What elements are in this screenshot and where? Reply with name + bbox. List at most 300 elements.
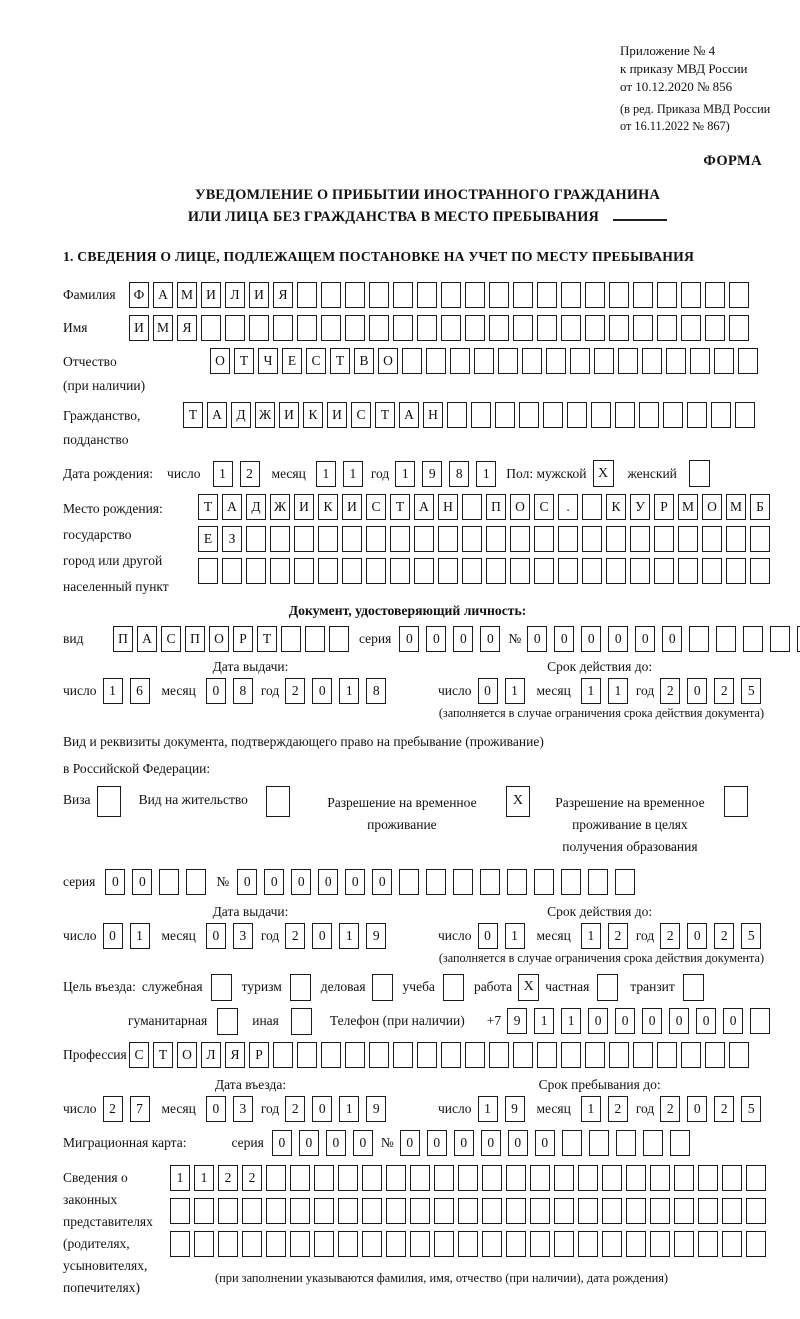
char-cell[interactable]: 3 <box>233 923 253 949</box>
purpose-turizm-checkbox[interactable] <box>290 974 311 1001</box>
char-cell[interactable] <box>698 1198 718 1224</box>
char-cell[interactable] <box>362 1231 382 1257</box>
char-cell[interactable] <box>489 282 509 308</box>
char-cell[interactable]: С <box>161 626 181 652</box>
char-cell[interactable] <box>465 1042 485 1068</box>
char-cell[interactable]: Т <box>153 1042 173 1068</box>
char-cell[interactable]: 0 <box>635 626 655 652</box>
char-cell[interactable] <box>498 348 518 374</box>
char-cell[interactable] <box>705 282 725 308</box>
char-cell[interactable] <box>390 526 410 552</box>
char-cell[interactable] <box>729 315 749 341</box>
char-cell[interactable]: 1 <box>170 1165 190 1191</box>
char-cell[interactable] <box>534 526 554 552</box>
char-cell[interactable] <box>585 315 605 341</box>
char-cell[interactable] <box>561 1042 581 1068</box>
char-cell[interactable]: 0 <box>291 869 311 895</box>
char-cell[interactable] <box>438 558 458 584</box>
char-cell[interactable]: П <box>486 494 506 520</box>
char-cell[interactable]: 8 <box>449 461 469 487</box>
char-cell[interactable] <box>338 1231 358 1257</box>
char-cell[interactable]: 3 <box>233 1096 253 1122</box>
char-cell[interactable]: 1 <box>395 461 415 487</box>
char-cell[interactable]: 0 <box>326 1130 346 1156</box>
char-cell[interactable]: О <box>378 348 398 374</box>
char-cell[interactable] <box>426 869 446 895</box>
char-cell[interactable] <box>654 558 674 584</box>
char-cell[interactable]: 0 <box>400 1130 420 1156</box>
char-cell[interactable] <box>198 558 218 584</box>
purpose-tranzit-checkbox[interactable] <box>683 974 704 1001</box>
char-cell[interactable]: 6 <box>130 678 150 704</box>
char-cell[interactable]: И <box>279 402 299 428</box>
char-cell[interactable]: 0 <box>353 1130 373 1156</box>
char-cell[interactable] <box>618 348 638 374</box>
char-cell[interactable] <box>218 1198 238 1224</box>
char-cell[interactable] <box>482 1198 502 1224</box>
char-cell[interactable] <box>345 315 365 341</box>
char-cell[interactable] <box>722 1165 742 1191</box>
char-cell[interactable] <box>441 1042 461 1068</box>
char-cell[interactable] <box>561 315 581 341</box>
char-cell[interactable] <box>362 1165 382 1191</box>
char-cell[interactable] <box>630 526 650 552</box>
char-cell[interactable] <box>270 526 290 552</box>
char-cell[interactable]: 0 <box>453 626 473 652</box>
char-cell[interactable] <box>746 1231 766 1257</box>
char-cell[interactable] <box>242 1231 262 1257</box>
char-cell[interactable] <box>522 348 542 374</box>
char-cell[interactable] <box>321 282 341 308</box>
temp-residence-checkbox[interactable]: X <box>506 786 530 817</box>
char-cell[interactable]: 0 <box>615 1008 635 1034</box>
visa-checkbox[interactable] <box>97 786 121 817</box>
char-cell[interactable] <box>194 1198 214 1224</box>
char-cell[interactable]: К <box>606 494 626 520</box>
char-cell[interactable] <box>249 315 269 341</box>
char-cell[interactable]: 8 <box>366 678 386 704</box>
char-cell[interactable] <box>678 558 698 584</box>
char-cell[interactable]: 2 <box>103 1096 123 1122</box>
char-cell[interactable]: 2 <box>240 461 260 487</box>
char-cell[interactable] <box>702 526 722 552</box>
char-cell[interactable] <box>537 315 557 341</box>
char-cell[interactable]: А <box>222 494 242 520</box>
char-cell[interactable]: 1 <box>581 923 601 949</box>
char-cell[interactable]: Д <box>246 494 266 520</box>
purpose-gumanitarnaya-checkbox[interactable] <box>217 1008 238 1035</box>
char-cell[interactable]: 0 <box>454 1130 474 1156</box>
char-cell[interactable] <box>513 1042 533 1068</box>
char-cell[interactable] <box>390 558 410 584</box>
char-cell[interactable] <box>558 526 578 552</box>
char-cell[interactable]: И <box>327 402 347 428</box>
char-cell[interactable] <box>643 1130 663 1156</box>
char-cell[interactable] <box>194 1231 214 1257</box>
purpose-chastnaya-checkbox[interactable] <box>597 974 618 1001</box>
char-cell[interactable] <box>417 1042 437 1068</box>
char-cell[interactable] <box>657 1042 677 1068</box>
char-cell[interactable] <box>615 402 635 428</box>
char-cell[interactable]: 7 <box>130 1096 150 1122</box>
char-cell[interactable]: 0 <box>478 923 498 949</box>
char-cell[interactable]: 0 <box>527 626 547 652</box>
char-cell[interactable] <box>393 282 413 308</box>
char-cell[interactable] <box>746 1165 766 1191</box>
char-cell[interactable]: И <box>249 282 269 308</box>
char-cell[interactable]: С <box>129 1042 149 1068</box>
char-cell[interactable]: 0 <box>669 1008 689 1034</box>
char-cell[interactable] <box>606 526 626 552</box>
char-cell[interactable] <box>222 558 242 584</box>
char-cell[interactable] <box>570 348 590 374</box>
char-cell[interactable] <box>506 1198 526 1224</box>
char-cell[interactable] <box>486 526 506 552</box>
char-cell[interactable] <box>290 1198 310 1224</box>
char-cell[interactable]: Л <box>225 282 245 308</box>
char-cell[interactable]: 1 <box>505 923 525 949</box>
sex-female-checkbox[interactable] <box>689 460 710 487</box>
char-cell[interactable]: 2 <box>714 678 734 704</box>
char-cell[interactable]: 0 <box>237 869 257 895</box>
char-cell[interactable]: К <box>318 494 338 520</box>
char-cell[interactable]: 2 <box>660 923 680 949</box>
char-cell[interactable]: Я <box>273 282 293 308</box>
char-cell[interactable]: Б <box>750 494 770 520</box>
char-cell[interactable]: 1 <box>561 1008 581 1034</box>
char-cell[interactable] <box>410 1231 430 1257</box>
char-cell[interactable]: 0 <box>723 1008 743 1034</box>
char-cell[interactable]: 0 <box>318 869 338 895</box>
char-cell[interactable]: 0 <box>103 923 123 949</box>
char-cell[interactable] <box>321 315 341 341</box>
char-cell[interactable] <box>537 1042 557 1068</box>
char-cell[interactable] <box>329 626 349 652</box>
char-cell[interactable]: П <box>113 626 133 652</box>
char-cell[interactable] <box>750 1008 770 1034</box>
char-cell[interactable]: 2 <box>285 678 305 704</box>
char-cell[interactable] <box>482 1165 502 1191</box>
char-cell[interactable]: Ж <box>270 494 290 520</box>
char-cell[interactable] <box>170 1231 190 1257</box>
char-cell[interactable] <box>305 626 325 652</box>
char-cell[interactable] <box>426 348 446 374</box>
char-cell[interactable]: М <box>153 315 173 341</box>
char-cell[interactable] <box>562 1130 582 1156</box>
char-cell[interactable]: О <box>177 1042 197 1068</box>
char-cell[interactable] <box>626 1198 646 1224</box>
char-cell[interactable]: 0 <box>662 626 682 652</box>
char-cell[interactable]: С <box>351 402 371 428</box>
char-cell[interactable] <box>615 869 635 895</box>
char-cell[interactable]: Ж <box>255 402 275 428</box>
purpose-ucheba-checkbox[interactable] <box>443 974 464 1001</box>
char-cell[interactable] <box>639 402 659 428</box>
char-cell[interactable]: 1 <box>339 678 359 704</box>
char-cell[interactable]: 0 <box>588 1008 608 1034</box>
char-cell[interactable] <box>417 282 437 308</box>
temp-residence-edu-checkbox[interactable] <box>724 786 748 817</box>
char-cell[interactable]: Л <box>201 1042 221 1068</box>
char-cell[interactable]: 0 <box>554 626 574 652</box>
char-cell[interactable]: Н <box>438 494 458 520</box>
char-cell[interactable] <box>474 348 494 374</box>
char-cell[interactable]: 0 <box>105 869 125 895</box>
char-cell[interactable] <box>345 282 365 308</box>
char-cell[interactable]: 0 <box>299 1130 319 1156</box>
char-cell[interactable] <box>246 558 266 584</box>
char-cell[interactable] <box>729 282 749 308</box>
char-cell[interactable] <box>591 402 611 428</box>
char-cell[interactable] <box>186 869 206 895</box>
char-cell[interactable] <box>462 494 482 520</box>
char-cell[interactable] <box>633 1042 653 1068</box>
char-cell[interactable]: У <box>630 494 650 520</box>
char-cell[interactable] <box>609 315 629 341</box>
char-cell[interactable]: 2 <box>608 1096 628 1122</box>
char-cell[interactable] <box>462 526 482 552</box>
char-cell[interactable]: А <box>399 402 419 428</box>
char-cell[interactable]: И <box>294 494 314 520</box>
char-cell[interactable]: 0 <box>535 1130 555 1156</box>
char-cell[interactable]: 0 <box>687 923 707 949</box>
char-cell[interactable] <box>338 1165 358 1191</box>
char-cell[interactable] <box>386 1198 406 1224</box>
char-cell[interactable] <box>281 626 301 652</box>
char-cell[interactable] <box>698 1231 718 1257</box>
char-cell[interactable] <box>465 282 485 308</box>
char-cell[interactable] <box>594 348 614 374</box>
char-cell[interactable] <box>654 526 674 552</box>
char-cell[interactable] <box>314 1231 334 1257</box>
char-cell[interactable]: Н <box>423 402 443 428</box>
char-cell[interactable] <box>681 1042 701 1068</box>
char-cell[interactable] <box>399 869 419 895</box>
char-cell[interactable]: Ч <box>258 348 278 374</box>
char-cell[interactable]: Е <box>198 526 218 552</box>
char-cell[interactable] <box>602 1165 622 1191</box>
char-cell[interactable]: А <box>153 282 173 308</box>
char-cell[interactable]: 9 <box>366 1096 386 1122</box>
char-cell[interactable]: 1 <box>339 1096 359 1122</box>
char-cell[interactable] <box>561 282 581 308</box>
char-cell[interactable] <box>342 526 362 552</box>
char-cell[interactable] <box>513 282 533 308</box>
char-cell[interactable]: 0 <box>426 626 446 652</box>
char-cell[interactable] <box>689 626 709 652</box>
char-cell[interactable]: К <box>303 402 323 428</box>
char-cell[interactable]: И <box>129 315 149 341</box>
char-cell[interactable]: 0 <box>687 1096 707 1122</box>
char-cell[interactable] <box>578 1231 598 1257</box>
char-cell[interactable] <box>609 282 629 308</box>
char-cell[interactable] <box>585 282 605 308</box>
char-cell[interactable]: 1 <box>476 461 496 487</box>
char-cell[interactable]: 0 <box>581 626 601 652</box>
char-cell[interactable] <box>657 282 677 308</box>
char-cell[interactable]: Т <box>183 402 203 428</box>
char-cell[interactable]: 2 <box>608 923 628 949</box>
char-cell[interactable]: 1 <box>534 1008 554 1034</box>
char-cell[interactable]: 0 <box>206 678 226 704</box>
char-cell[interactable] <box>369 282 389 308</box>
char-cell[interactable]: Р <box>249 1042 269 1068</box>
char-cell[interactable]: А <box>137 626 157 652</box>
char-cell[interactable]: С <box>366 494 386 520</box>
char-cell[interactable] <box>506 1231 526 1257</box>
char-cell[interactable]: 1 <box>130 923 150 949</box>
char-cell[interactable] <box>711 402 731 428</box>
char-cell[interactable]: П <box>185 626 205 652</box>
char-cell[interactable]: 9 <box>366 923 386 949</box>
char-cell[interactable]: 2 <box>242 1165 262 1191</box>
char-cell[interactable]: 1 <box>505 678 525 704</box>
char-cell[interactable]: 5 <box>741 1096 761 1122</box>
char-cell[interactable] <box>434 1198 454 1224</box>
char-cell[interactable] <box>345 1042 365 1068</box>
char-cell[interactable] <box>674 1198 694 1224</box>
char-cell[interactable] <box>366 558 386 584</box>
char-cell[interactable] <box>441 282 461 308</box>
char-cell[interactable]: 2 <box>285 1096 305 1122</box>
char-cell[interactable] <box>480 869 500 895</box>
char-cell[interactable]: Я <box>177 315 197 341</box>
char-cell[interactable]: 1 <box>581 678 601 704</box>
char-cell[interactable] <box>414 526 434 552</box>
char-cell[interactable]: 0 <box>132 869 152 895</box>
char-cell[interactable] <box>626 1231 646 1257</box>
char-cell[interactable] <box>687 402 707 428</box>
char-cell[interactable]: И <box>201 282 221 308</box>
char-cell[interactable]: 0 <box>687 678 707 704</box>
char-cell[interactable]: 0 <box>478 678 498 704</box>
char-cell[interactable]: Т <box>330 348 350 374</box>
char-cell[interactable] <box>630 558 650 584</box>
char-cell[interactable] <box>743 626 763 652</box>
purpose-delovaya-checkbox[interactable] <box>372 974 393 1001</box>
char-cell[interactable] <box>530 1165 550 1191</box>
char-cell[interactable] <box>417 315 437 341</box>
char-cell[interactable]: 0 <box>608 626 628 652</box>
char-cell[interactable] <box>386 1231 406 1257</box>
char-cell[interactable]: 2 <box>714 923 734 949</box>
char-cell[interactable] <box>670 1130 690 1156</box>
char-cell[interactable] <box>722 1198 742 1224</box>
char-cell[interactable] <box>434 1231 454 1257</box>
char-cell[interactable] <box>582 526 602 552</box>
char-cell[interactable] <box>290 1231 310 1257</box>
char-cell[interactable]: 1 <box>103 678 123 704</box>
char-cell[interactable] <box>735 402 755 428</box>
char-cell[interactable] <box>666 348 686 374</box>
char-cell[interactable] <box>159 869 179 895</box>
char-cell[interactable]: 0 <box>508 1130 528 1156</box>
char-cell[interactable] <box>450 348 470 374</box>
char-cell[interactable]: М <box>678 494 698 520</box>
char-cell[interactable] <box>674 1231 694 1257</box>
char-cell[interactable]: 0 <box>206 923 226 949</box>
char-cell[interactable] <box>543 402 563 428</box>
char-cell[interactable] <box>534 558 554 584</box>
char-cell[interactable] <box>495 402 515 428</box>
char-cell[interactable] <box>471 402 491 428</box>
char-cell[interactable] <box>554 1165 574 1191</box>
char-cell[interactable]: 0 <box>264 869 284 895</box>
char-cell[interactable]: 2 <box>660 678 680 704</box>
char-cell[interactable] <box>678 526 698 552</box>
char-cell[interactable]: 8 <box>233 678 253 704</box>
char-cell[interactable]: 1 <box>339 923 359 949</box>
char-cell[interactable]: В <box>354 348 374 374</box>
char-cell[interactable]: Т <box>375 402 395 428</box>
char-cell[interactable] <box>534 869 554 895</box>
char-cell[interactable] <box>681 282 701 308</box>
char-cell[interactable] <box>458 1165 478 1191</box>
char-cell[interactable]: 2 <box>218 1165 238 1191</box>
char-cell[interactable] <box>270 558 290 584</box>
char-cell[interactable]: 0 <box>345 869 365 895</box>
purpose-sluzhebnaya-checkbox[interactable] <box>211 974 232 1001</box>
char-cell[interactable]: Д <box>231 402 251 428</box>
char-cell[interactable] <box>589 1130 609 1156</box>
char-cell[interactable] <box>663 402 683 428</box>
char-cell[interactable]: 9 <box>505 1096 525 1122</box>
char-cell[interactable]: 0 <box>642 1008 662 1034</box>
char-cell[interactable] <box>366 526 386 552</box>
purpose-inaya-checkbox[interactable] <box>291 1008 312 1035</box>
char-cell[interactable]: О <box>209 626 229 652</box>
char-cell[interactable] <box>462 558 482 584</box>
char-cell[interactable] <box>414 558 434 584</box>
char-cell[interactable] <box>338 1198 358 1224</box>
char-cell[interactable] <box>588 869 608 895</box>
char-cell[interactable] <box>650 1231 670 1257</box>
char-cell[interactable] <box>447 402 467 428</box>
char-cell[interactable]: 0 <box>481 1130 501 1156</box>
char-cell[interactable] <box>650 1165 670 1191</box>
char-cell[interactable] <box>578 1198 598 1224</box>
char-cell[interactable]: 0 <box>206 1096 226 1122</box>
char-cell[interactable] <box>410 1165 430 1191</box>
char-cell[interactable] <box>554 1231 574 1257</box>
char-cell[interactable] <box>314 1198 334 1224</box>
char-cell[interactable]: Ф <box>129 282 149 308</box>
char-cell[interactable] <box>567 402 587 428</box>
char-cell[interactable]: 9 <box>507 1008 527 1034</box>
char-cell[interactable] <box>266 1198 286 1224</box>
char-cell[interactable]: Р <box>233 626 253 652</box>
char-cell[interactable] <box>726 526 746 552</box>
char-cell[interactable]: 1 <box>194 1165 214 1191</box>
char-cell[interactable]: 2 <box>660 1096 680 1122</box>
char-cell[interactable]: А <box>207 402 227 428</box>
char-cell[interactable] <box>294 526 314 552</box>
char-cell[interactable] <box>246 526 266 552</box>
char-cell[interactable] <box>561 869 581 895</box>
char-cell[interactable] <box>297 282 317 308</box>
char-cell[interactable] <box>402 348 422 374</box>
char-cell[interactable]: Т <box>234 348 254 374</box>
char-cell[interactable]: 1 <box>608 678 628 704</box>
char-cell[interactable] <box>225 315 245 341</box>
char-cell[interactable] <box>530 1231 550 1257</box>
char-cell[interactable]: З <box>222 526 242 552</box>
char-cell[interactable]: 0 <box>372 869 392 895</box>
char-cell[interactable] <box>726 558 746 584</box>
char-cell[interactable] <box>369 315 389 341</box>
char-cell[interactable] <box>489 315 509 341</box>
char-cell[interactable]: С <box>534 494 554 520</box>
